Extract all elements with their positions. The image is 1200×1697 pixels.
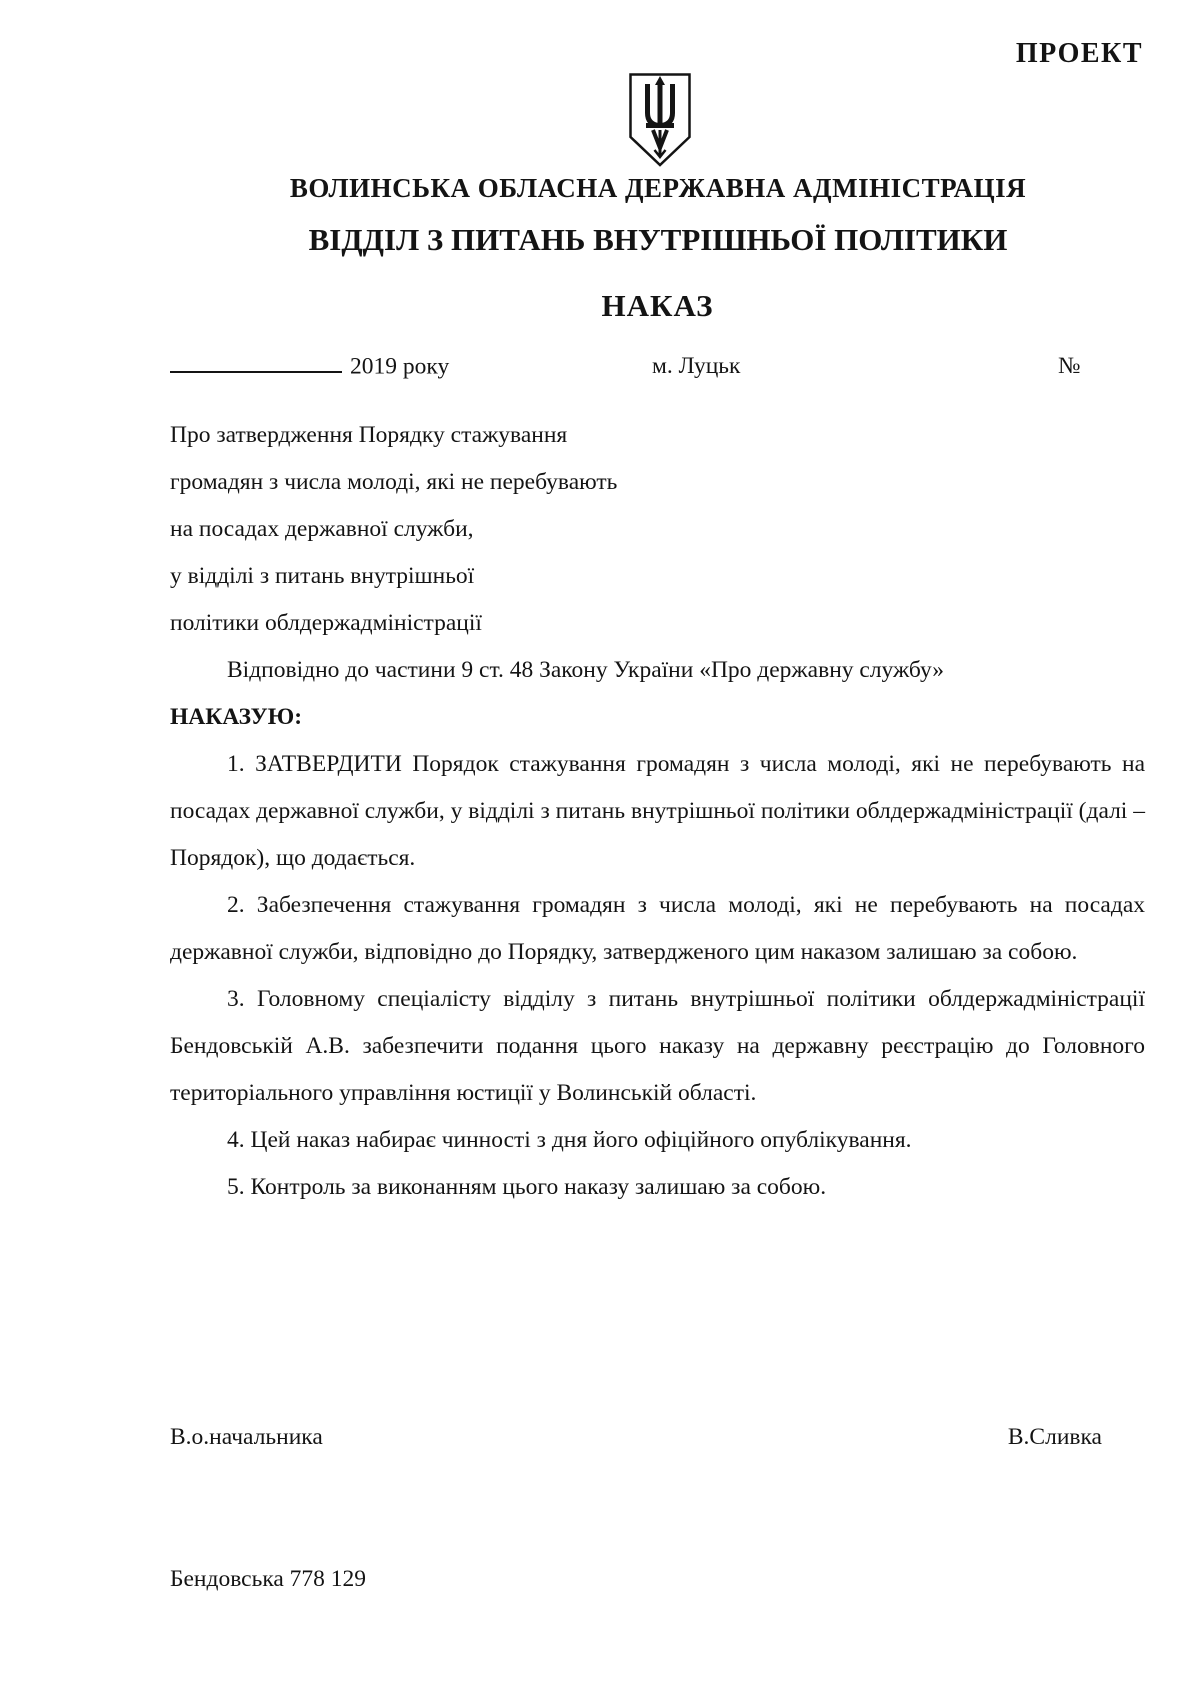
place-label: м. Луцьк: [652, 353, 741, 379]
preamble: Відповідно до частини 9 ст. 48 Закону України «Про державну службу»: [227, 657, 945, 683]
subject-line-3: на посадах державної служби,: [170, 516, 474, 542]
year-label: 2019 року: [350, 353, 450, 379]
subject-line-1: Про затвердження Порядку стажування: [170, 422, 568, 448]
subject-line-2: громадян з числа молоді, які не перебувають: [170, 469, 618, 495]
order-item-2: 2. Забезпечення стажування громадян з числа молоді, які не перебувають на посадах державної служби, відповідно до Порядку, затвердженого цим наказом залишаю за собою.: [170, 892, 1145, 965]
order-item-5: 5. Контроль за виконанням цього наказу залишаю за собою.: [227, 1174, 827, 1200]
department-name: ВІДДІЛ З ПИТАНЬ ВНУТРІШНЬОЇ ПОЛІТИКИ: [308, 222, 1008, 257]
signatory-position: В.о.начальника: [170, 1424, 323, 1450]
executor-note: Бендовська 778 129: [170, 1566, 367, 1592]
subject-line-4: у відділі з питань внутрішньої: [170, 563, 475, 589]
document-body: [170, 412, 1145, 1211]
dateline: [170, 336, 1145, 382]
order-item-4: 4. Цей наказ набирає чинності з дня його офіційного опублікування.: [227, 1127, 912, 1153]
ukraine-trident-emblem-icon: [628, 72, 692, 168]
order-keyword: НАКАЗУЮ:: [170, 704, 303, 730]
subject-line-5: політики облдержадміністрації: [170, 610, 482, 636]
date-cell: [170, 348, 449, 381]
signatory-name: В.Сливка: [1007, 1424, 1102, 1450]
draft-label: ПРОЕКТ: [1015, 38, 1143, 69]
org-name: ВОЛИНСЬКА ОБЛАСНА ДЕРЖАВНА АДМІНІСТРАЦІЯ: [289, 173, 1027, 203]
signature-block: [170, 1424, 1102, 1451]
date-blank-line: [170, 348, 342, 374]
number-sign: №: [1058, 353, 1081, 379]
document-type-title: НАКАЗ: [601, 288, 714, 323]
order-item-3: 3. Головному спеціалісту відділу з питань внутрішньої політики облдержадміністрації Бендовській А.В. забезпечити подання цього наказу на державну реєстрацію до Головного територіального управління юстиції у Волинській області.: [170, 986, 1145, 1106]
order-item-1: 1. ЗАТВЕРДИТИ Порядок стажування громадян з числа молоді, які не перебувають на посадах державної служби, у відділі з питань внутрішньої політики облдержадміністрації (далі – Порядок), що додається.: [170, 751, 1145, 871]
